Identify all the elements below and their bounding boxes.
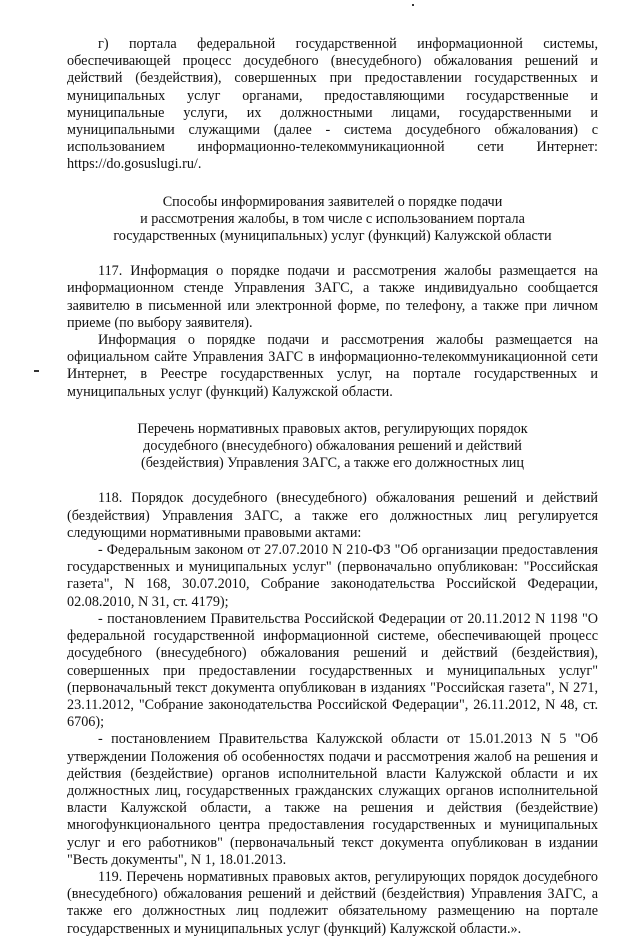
section-heading-informing [67,194,598,246]
paragraph-117: 117. Информация о порядке подачи и рассмотрения жалобы размещается на информационном стенде Управления ЗАГС, а также индивидуально сообщается заявителю в письменной или электронной форме, по телефону, а также при личном приеме (по выбору заявителя). [67,263,598,331]
heading-line: государственных (муниципальных) услуг (функций) Калужской области [113,228,552,245]
paragraph-119: 119. Перечень нормативных правовых актов, регулирующих порядок досудебного (внесудебного) обжалования решений и действий (бездействия) Управления ЗАГС, а также его должностных лиц подлежит обязательному размещению на портале государственных и муниципальных услуг (функций) Калужской области.». [67,868,598,937]
heading-line: Перечень нормативных правовых актов, регулирующих порядок [137,420,528,437]
heading-line: и рассмотрения жалобы, в том числе с использованием портала [140,210,525,227]
item-g-paragraph: г) портала федеральной государственной информационной системы, обеспечивающей процесс досудебного (внесудебного) обжалования решений и действий (бездействия), совершенных при предоставлении государственных и муниципальных услуг органами, предоставляющими государственные и муниципальные услуги, их должностными лицами, государственными и муниципальными служащими (далее - система досудебного обжалования) с использованием информационно-телекоммуникационной сети Интернет: https://do.gosuslugi.ru/. [67,36,598,173]
scan-speck [412,4,414,6]
heading-line: (бездействия) Управления ЗАГС, а также его должностных лиц [141,455,524,472]
legal-act-list-item: - постановлением Правительства Калужской области от 15.01.2013 N 5 "Об утверждении Положения об особенностях подачи и рассмотрения жалоб на решения и действия (бездействие) органов исполнительной власти Калужской области и их должностных лиц, государственных гражданских служащих органов исполнительной власти Калужской области, а также на решения и действия (бездействие) многофункционального центра предоставления государственных и муниципальных услуг и его работников" (первоначальный текст документа опубликован в издании "Весть документы", N 1, 18.01.2013. [67,731,598,868]
heading-line: Способы информирования заявителей о порядке подачи [162,193,503,210]
paragraph-118: 118. Порядок досудебного (внесудебного) обжалования решений и действий (бездействия) Управления ЗАГС, а также его должностных лиц регулируется следующими нормативными правовыми актами: [67,490,598,541]
document-body [67,36,598,938]
paragraph-117-continued: Информация о порядке подачи и рассмотрения жалобы размещается на официальном сайте Управления ЗАГС в информационно-телекоммуникационной сети Интернет, в Реестре государственных услуг, на портале государственных и муниципальных услуг (функций) Калужской области. [67,332,598,400]
heading-line: досудебного (внесудебного) обжалования решений и действий [143,438,522,455]
legal-act-list-item: - Федеральным законом от 27.07.2010 N 210-ФЗ "Об организации предоставления государственных и муниципальных услуг" (первоначально опубликован: "Российская газета", N 168, 30.07.2010, Собрание законодательства Российской Федерации, 02.08.2010, N 31, ст. 4179); [67,542,598,610]
section-heading-legal-acts [67,421,598,473]
scan-speck [34,370,39,372]
legal-act-list-item: - постановлением Правительства Российской Федерации от 20.11.2012 N 1198 "О федеральной государственной информационной системе, обеспечивающей процесс досудебного (внесудебного) обжалования решений и действий (бездействия), совершенных при предоставлении государственных и муниципальных услуг" (первоначальный текст документа опубликован в изданиях "Российская газета", N 271, 23.11.2012, "Собрание законодательства Российской Федерации", 26.11.2012, N 48, ст. 6706); [67,610,598,731]
